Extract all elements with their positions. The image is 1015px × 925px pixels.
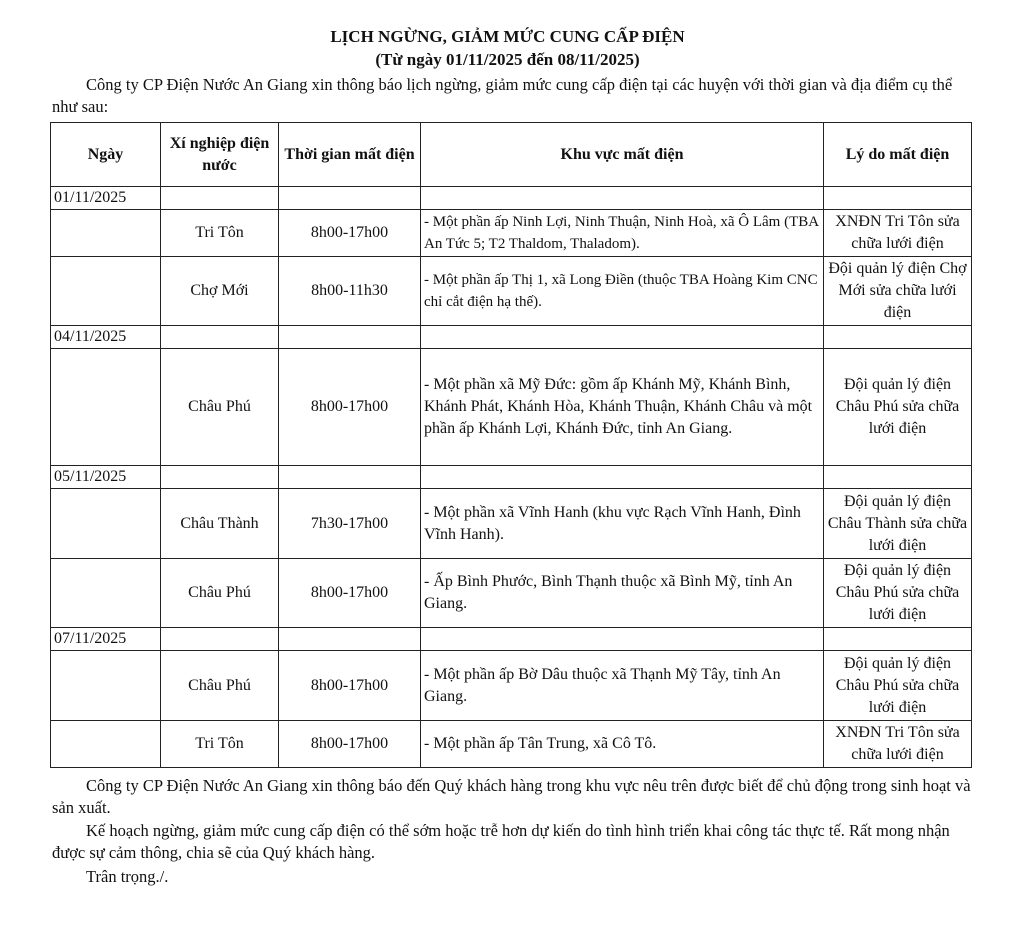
table-header-row bbox=[51, 123, 972, 187]
time-cell: 8h00-17h00 bbox=[279, 210, 421, 257]
reason-cell: Đội quản lý điện Châu Thành sửa chữa lưới điện bbox=[824, 489, 972, 559]
date-cell: 05/11/2025 bbox=[51, 466, 161, 489]
date-cell: 07/11/2025 bbox=[51, 628, 161, 651]
reason-cell: Đội quản lý điện Châu Phú sửa chữa lưới điện bbox=[824, 651, 972, 721]
date-row bbox=[51, 187, 972, 210]
table-row bbox=[51, 257, 972, 326]
unit-cell: Châu Thành bbox=[161, 489, 279, 559]
closing-paragraph: Kế hoạch ngừng, giảm mức cung cấp điện có thể sớm hoặc trễ hơn dự kiến do tình hình triển khai công tác thực tế. Rất mong nhận được sự cảm thông, chia sẽ của Quý khách hàng. bbox=[52, 821, 950, 862]
unit-cell: Châu Phú bbox=[161, 651, 279, 721]
time-cell: 8h00-17h00 bbox=[279, 349, 421, 466]
closing-paragraph: Công ty CP Điện Nước An Giang xin thông báo đến Quý khách hàng trong khu vực nêu trên được biết để chủ động trong sinh hoạt và sản xuất. bbox=[52, 776, 971, 817]
area-cell: - Một phần ấp Ninh Lợi, Ninh Thuận, Ninh Hoà, xã Ô Lâm (TBA An Tức 5; T2 Thaldom, Thaladom). bbox=[421, 210, 824, 257]
header-time: Thời gian mất điện bbox=[279, 123, 421, 187]
table-row bbox=[51, 210, 972, 257]
unit-cell: Châu Phú bbox=[161, 349, 279, 466]
table-row bbox=[51, 721, 972, 768]
date-cell: 01/11/2025 bbox=[51, 187, 161, 210]
date-row bbox=[51, 466, 972, 489]
date-row bbox=[51, 628, 972, 651]
reason-cell: Đội quản lý điện Chợ Mới sửa chữa lưới điện bbox=[824, 257, 972, 326]
time-cell: 7h30-17h00 bbox=[279, 489, 421, 559]
table-row bbox=[51, 349, 972, 466]
sign-off: Trân trọng./. bbox=[86, 867, 169, 886]
table-row bbox=[51, 651, 972, 721]
header-area: Khu vực mất điện bbox=[421, 123, 824, 187]
date-row bbox=[51, 326, 972, 349]
reason-cell: XNĐN Tri Tôn sửa chữa lưới điện bbox=[824, 721, 972, 768]
time-cell: 8h00-17h00 bbox=[279, 721, 421, 768]
document-subtitle: (Từ ngày 01/11/2025 đến 08/11/2025) bbox=[375, 50, 640, 69]
area-cell: - Ấp Bình Phước, Bình Thạnh thuộc xã Bình Mỹ, tỉnh An Giang. bbox=[421, 559, 824, 628]
header-reason: Lý do mất điện bbox=[824, 123, 972, 187]
area-cell: - Một phần ấp Tân Trung, xã Cô Tô. bbox=[421, 721, 824, 768]
unit-cell: Tri Tôn bbox=[161, 210, 279, 257]
header-unit: Xí nghiệp điện nước bbox=[161, 123, 279, 187]
unit-cell: Chợ Mới bbox=[161, 257, 279, 326]
outage-schedule-table bbox=[50, 122, 972, 768]
area-cell: - Một phần xã Mỹ Đức: gồm ấp Khánh Mỹ, Khánh Bình, Khánh Phát, Khánh Hòa, Khánh Thuận, Khánh Châu và một phần ấp Khánh Lợi, Khánh Đức, tỉnh An Giang. bbox=[421, 349, 824, 466]
unit-cell: Châu Phú bbox=[161, 559, 279, 628]
reason-cell: Đội quản lý điện Châu Phú sửa chữa lưới điện bbox=[824, 559, 972, 628]
time-cell: 8h00-17h00 bbox=[279, 559, 421, 628]
reason-cell: Đội quản lý điện Châu Phú sửa chữa lưới điện bbox=[824, 349, 972, 466]
time-cell: 8h00-11h30 bbox=[279, 257, 421, 326]
document-title: LỊCH NGỪNG, GIẢM MỨC CUNG CẤP ĐIỆN bbox=[330, 27, 685, 46]
table-row bbox=[51, 489, 972, 559]
area-cell: - Một phần xã Vĩnh Hanh (khu vực Rạch Vĩnh Hanh, Đình Vĩnh Hanh). bbox=[421, 489, 824, 559]
header-date: Ngày bbox=[51, 123, 161, 187]
area-cell: - Một phần ấp Thị 1, xã Long Điền (thuộc TBA Hoàng Kim CNC chỉ cắt điện hạ thế). bbox=[421, 257, 824, 326]
area-cell: - Một phần ấp Bờ Dâu thuộc xã Thạnh Mỹ Tây, tỉnh An Giang. bbox=[421, 651, 824, 721]
time-cell: 8h00-17h00 bbox=[279, 651, 421, 721]
reason-cell: XNĐN Tri Tôn sửa chữa lưới điện bbox=[824, 210, 972, 257]
intro-paragraph: Công ty CP Điện Nước An Giang xin thông báo lịch ngừng, giảm mức cung cấp điện tại các huyện với thời gian và địa điểm cụ thể như sau: bbox=[52, 75, 953, 116]
unit-cell: Tri Tôn bbox=[161, 721, 279, 768]
date-cell: 04/11/2025 bbox=[51, 326, 161, 349]
table-row bbox=[51, 559, 972, 628]
